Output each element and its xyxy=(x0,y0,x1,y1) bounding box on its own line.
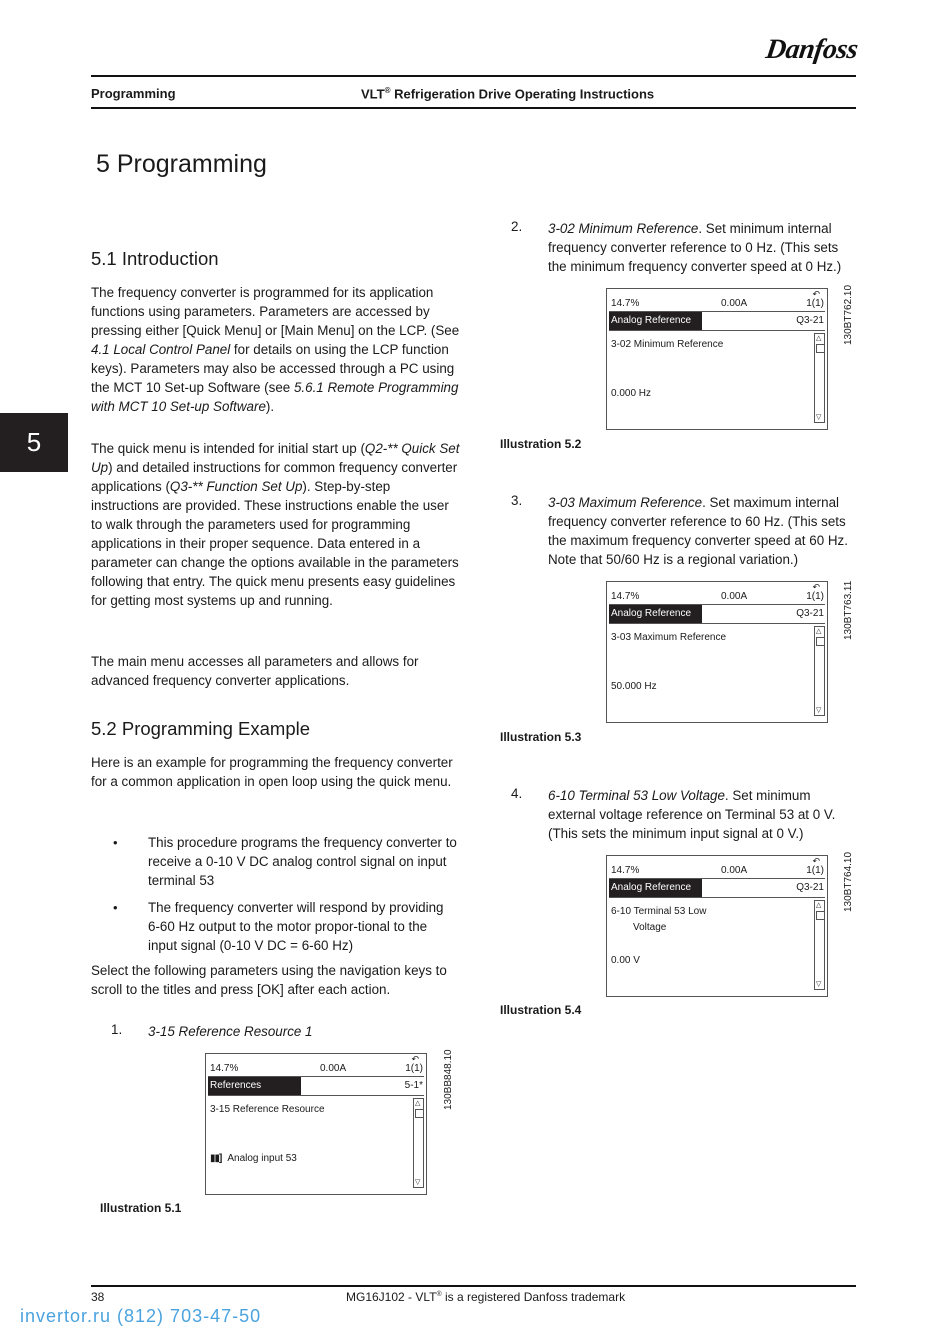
lcp-menu-code: Q3-21 xyxy=(796,315,824,326)
chapter-title: 5 Programming xyxy=(96,150,267,178)
lcp-menu-code: 5-1* xyxy=(404,1080,423,1091)
lcp-load-percent: 14.7% xyxy=(611,865,640,876)
footer-reg: ® xyxy=(436,1291,442,1298)
scroll-up-icon: △ xyxy=(415,1100,421,1107)
lcp-setup: 1(1) xyxy=(806,591,824,602)
lcp-menu-code: Q3-21 xyxy=(796,608,824,619)
step-text: 3-02 Minimum Reference. Set minimum internal frequency converter reference to 0 Hz. (This sets the minimum frequency converter speed at 0 Hz.) xyxy=(548,221,842,274)
back-arrow-icon: ↶ xyxy=(812,856,820,866)
lcp-display xyxy=(606,581,828,723)
footer-rule xyxy=(91,1285,856,1287)
intro-paragraph-2: The quick menu is intended for initial start up (Q2-** Quick Set Up) and detailed instructions for common frequency converter applications (Q3-** Function Set Up). Step-by-step instructions are provided. These instructions enable the user to walk through the parameters used for programming applications in their proper sequence. Data entered in a parameter can change the options available in the parameters following that entry. The quick menu presents easy guidelines for getting most systems up and running. xyxy=(91,441,460,608)
input-terminal-icon: ▮▮] xyxy=(210,1153,222,1164)
intro-paragraph-1: The frequency converter is programmed for its application functions using parameters. Parameters are accessed by pressing either [Quick Menu] or [Main Menu] on the LCP. (See 4.1 Local Control Panel for details on using the LCP function keys). Parameters may also be accessed through a PC using the MCT 10 Set-up Software (see 5.6.1 Remote Programming with MCT 10 Set-up Software). xyxy=(91,285,460,414)
lcp-current: 0.00A xyxy=(721,591,748,602)
bullet-item: The frequency converter will respond by providing 6-60 Hz output to the motor propor-tional to the input signal (0-10 V DC = 6-60 Hz) xyxy=(148,900,444,953)
lcp-value-text: 0.000 Hz xyxy=(611,388,652,399)
doc-title-reg: ® xyxy=(384,86,391,95)
lcp-parameter-name xyxy=(611,630,761,646)
lcp-menu-code: Q3-21 xyxy=(796,882,824,893)
lcp-display xyxy=(205,1053,427,1195)
lcp-scrollbar xyxy=(814,900,825,990)
lcp-scrollbar xyxy=(814,333,825,423)
back-arrow-icon: ↶ xyxy=(812,289,820,299)
scroll-down-icon: ▽ xyxy=(816,414,822,421)
illustration-code: 130BT762.10 xyxy=(843,284,854,345)
scroll-up-icon: △ xyxy=(816,902,822,909)
lcp-param-line-1: 6-10 Terminal 53 Low xyxy=(611,906,707,917)
section-5-2-heading: 5.2 Programming Example xyxy=(91,718,311,739)
lcp-menu-band xyxy=(609,878,825,898)
example-paragraph-1: Here is an example for programming the frequency converter for a common application in open loop using the quick menu. xyxy=(91,755,453,789)
lcp-status-line xyxy=(611,582,824,602)
lcp-menu-name: Analog Reference xyxy=(609,605,702,623)
scroll-thumb xyxy=(816,344,825,353)
header-rule-bottom xyxy=(91,107,856,109)
illustration-caption: Illustration 5.4 xyxy=(500,1003,582,1017)
step-text: 3-03 Maximum Reference. Set maximum internal frequency converter reference to 60 Hz. (This sets the maximum frequency converter speed at 60 Hz. Note that 50/60 Hz is a regional variation.) xyxy=(548,495,848,567)
step-number: 2. xyxy=(511,219,523,234)
illustration-code: 130BB848.10 xyxy=(443,1049,454,1110)
header-doc-title xyxy=(361,86,654,101)
danfoss-logo: Danfoss xyxy=(763,34,860,65)
lcp-menu-name: References xyxy=(208,1077,301,1095)
scroll-down-icon: ▽ xyxy=(415,1179,421,1186)
lcp-parameter-value xyxy=(611,955,640,966)
lcp-parameter-name xyxy=(210,1102,360,1118)
lcp-value-text: 50.000 Hz xyxy=(611,681,657,692)
scroll-thumb xyxy=(816,637,825,646)
watermark: invertor.ru (812) 703-47-50 xyxy=(20,1306,262,1326)
lcp-value-text: 0.00 V xyxy=(611,955,640,966)
lcp-load-percent: 14.7% xyxy=(611,298,640,309)
step-text: 6-10 Terminal 53 Low Voltage. Set minimum external voltage reference on Terminal 53 at 0 V. (This sets the minimum input signal at 0 V.) xyxy=(548,788,836,841)
scroll-down-icon: ▽ xyxy=(816,707,822,714)
lcp-scrollbar xyxy=(814,626,825,716)
lcp-parameter-value xyxy=(611,388,651,399)
scroll-down-icon: ▽ xyxy=(816,981,822,988)
lcp-current: 0.00A xyxy=(721,865,748,876)
lcp-display xyxy=(606,288,828,430)
lcp-parameter-name xyxy=(611,337,761,353)
lcp-current: 0.00A xyxy=(721,298,748,309)
lcp-status-line xyxy=(611,856,824,876)
doc-title-post: Refrigeration Drive Operating Instructions xyxy=(390,86,655,102)
lcp-param-line-1: 3-02 Minimum Reference xyxy=(611,339,724,350)
lcp-param-line-1: 3-15 Reference Resource xyxy=(210,1104,325,1115)
lcp-load-percent: 14.7% xyxy=(611,591,640,602)
lcp-setup: 1(1) xyxy=(405,1063,423,1074)
illustration-code: 130BT763.11 xyxy=(843,580,854,640)
chapter-tab: 5 xyxy=(0,413,68,472)
doc-title-pre: VLT xyxy=(361,86,385,102)
illustration-caption: Illustration 5.3 xyxy=(500,730,582,744)
step-number: 1. xyxy=(111,1022,123,1037)
scroll-up-icon: △ xyxy=(816,628,822,635)
lcp-menu-name: Analog Reference xyxy=(609,879,702,897)
scroll-thumb xyxy=(415,1109,424,1118)
header-section: Programming xyxy=(91,86,176,101)
page-number: 38 xyxy=(91,1290,105,1304)
back-arrow-icon: ↶ xyxy=(812,582,820,592)
lcp-status-line xyxy=(210,1054,423,1074)
scroll-up-icon: △ xyxy=(816,335,822,342)
illustration-caption: Illustration 5.1 xyxy=(100,1201,182,1215)
back-arrow-icon: ↶ xyxy=(411,1054,419,1064)
bullet-marker: • xyxy=(113,835,118,850)
step-number: 3. xyxy=(511,493,523,508)
lcp-display xyxy=(606,855,828,997)
illustration-caption: Illustration 5.2 xyxy=(500,437,582,451)
lcp-param-line-2: Voltage xyxy=(633,922,667,933)
footer-post: is a registered Danfoss trademark xyxy=(441,1290,626,1304)
lcp-setup: 1(1) xyxy=(806,298,824,309)
footer-pre: MG16J102 - VLT xyxy=(346,1290,437,1304)
lcp-parameter-value xyxy=(611,681,657,692)
lcp-menu-band xyxy=(609,311,825,331)
section-5-1-heading: 5.1 Introduction xyxy=(91,248,219,269)
example-paragraph-2: Select the following parameters using the navigation keys to scroll to the titles and press [OK] after each action. xyxy=(91,963,447,997)
lcp-load-percent: 14.7% xyxy=(210,1063,239,1074)
illustration-code: 130BT764.10 xyxy=(843,851,854,912)
footer-trademark xyxy=(346,1290,625,1304)
header-rule-top xyxy=(91,75,856,77)
bullet-item: This procedure programs the frequency converter to receive a 0-10 V DC analog control signal on input terminal 53 xyxy=(148,835,457,888)
lcp-setup: 1(1) xyxy=(806,865,824,876)
scroll-thumb xyxy=(816,911,825,920)
lcp-status-line xyxy=(611,289,824,309)
step-number: 4. xyxy=(511,786,523,801)
intro-paragraph-3: The main menu accesses all parameters and allows for advanced frequency converter applications. xyxy=(91,654,419,688)
step-text: 3-15 Reference Resource 1 xyxy=(148,1024,313,1039)
lcp-scrollbar xyxy=(413,1098,424,1188)
bullet-marker: • xyxy=(113,900,118,915)
lcp-menu-band xyxy=(609,604,825,624)
lcp-menu-name: Analog Reference xyxy=(609,312,702,330)
lcp-value-text: Analog input 53 xyxy=(227,1153,297,1164)
lcp-menu-band xyxy=(208,1076,424,1096)
lcp-parameter-value xyxy=(210,1153,297,1164)
lcp-parameter-name xyxy=(611,904,761,936)
lcp-param-line-1: 3-03 Maximum Reference xyxy=(611,632,727,643)
lcp-current: 0.00A xyxy=(320,1063,347,1074)
